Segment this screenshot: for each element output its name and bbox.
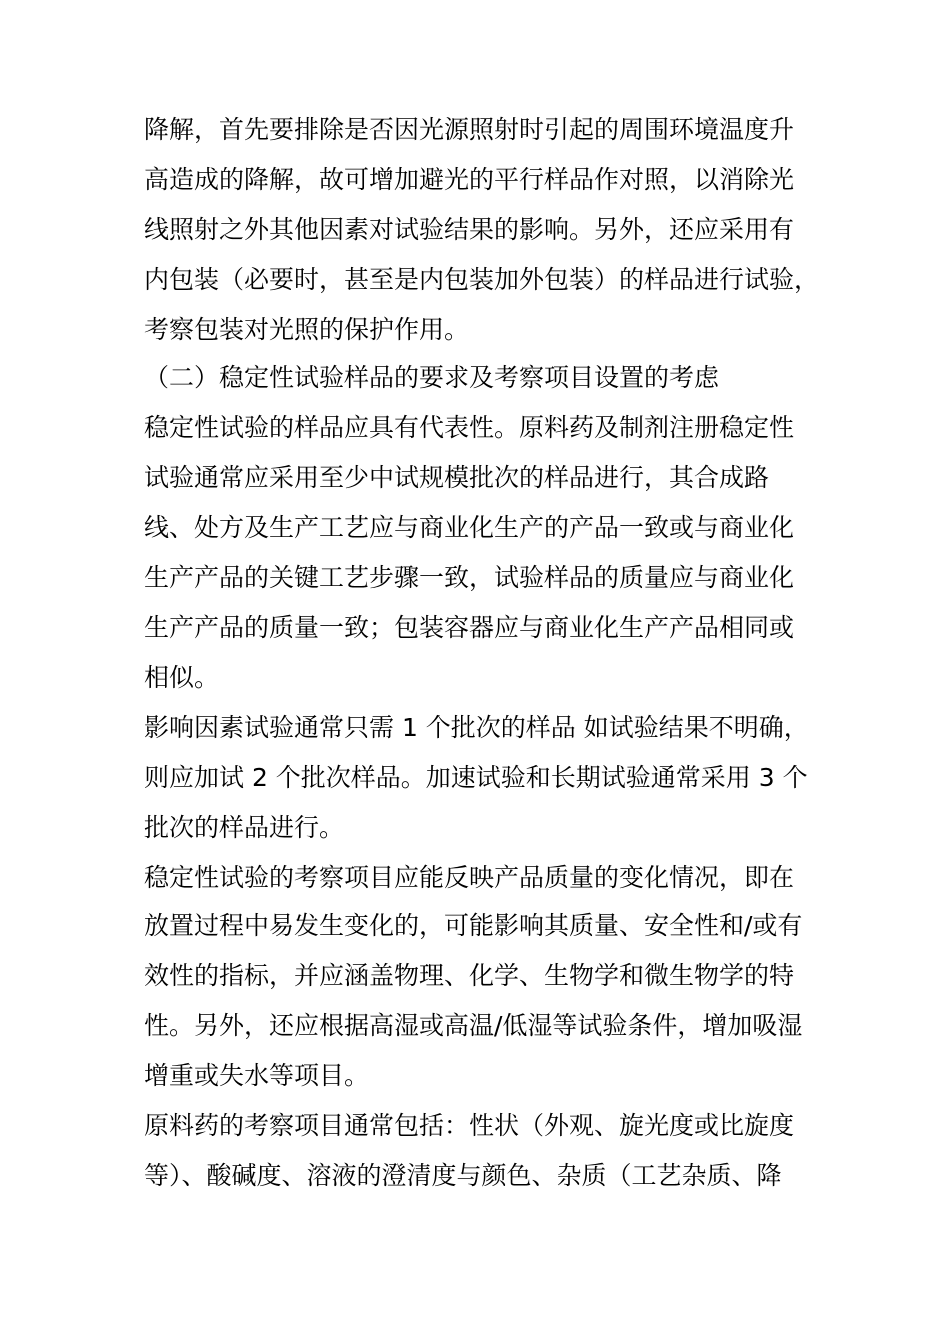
text-line: 则应加试 2 个批次样品。加速试验和长期试验通常采用 3 个 xyxy=(144,763,808,792)
text-line: 相似。 xyxy=(144,663,220,692)
text-line: 生产产品的关键工艺步骤一致，试验样品的质量应与商业化 xyxy=(144,563,795,592)
text-line: 等）、酸碱度、溶液的澄清度与颜色、杂质（工艺杂质、降 xyxy=(144,1161,782,1190)
section-heading: （二）稳定性试验样品的要求及考察项目设置的考虑 xyxy=(144,363,720,392)
text-line: 效性的指标，并应涵盖物理、化学、生物学和微生物学的特 xyxy=(144,961,795,990)
text-line: 线照射之外其他因素对试验结果的影响。另外，还应采用有 xyxy=(144,215,795,244)
text-line: 生产产品的质量一致；包装容器应与商业化生产产品相同或 xyxy=(144,613,795,642)
text-line: 放置过程中易发生变化的，可能影响其质量、安全性和/或有 xyxy=(144,911,803,940)
text-line: 稳定性试验的考察项目应能反映产品质量的变化情况，即在 xyxy=(144,863,795,892)
text-line: 稳定性试验的样品应具有代表性。原料药及制剂注册稳定性 xyxy=(144,413,795,442)
text-line: 高造成的降解，故可增加避光的平行样品作对照，以消除光 xyxy=(144,165,795,194)
text-line: 增重或失水等项目。 xyxy=(144,1061,370,1090)
text-line: 性。另外，还应根据高湿或高温/低湿等试验条件，增加吸湿 xyxy=(144,1011,803,1040)
text-line: 考察包装对光照的保护作用。 xyxy=(144,315,470,344)
text-line: 批次的样品进行。 xyxy=(144,813,345,842)
text-line: 原料药的考察项目通常包括：性状（外观、旋光度或比旋度 xyxy=(144,1111,795,1140)
text-line: 降解，首先要排除是否因光源照射时引起的周围环境温度升 xyxy=(144,115,795,144)
text-line: 内包装（必要时，甚至是内包装加外包装）的样品进行试验， xyxy=(144,265,820,294)
text-line: 线、处方及生产工艺应与商业化生产的产品一致或与商业化 xyxy=(144,513,795,542)
text-line: 试验通常应采用至少中试规模批次的样品进行，其合成路 xyxy=(144,463,770,492)
text-line: 影响因素试验通常只需 1 个批次的样品 如试验结果不明确， xyxy=(144,713,809,742)
